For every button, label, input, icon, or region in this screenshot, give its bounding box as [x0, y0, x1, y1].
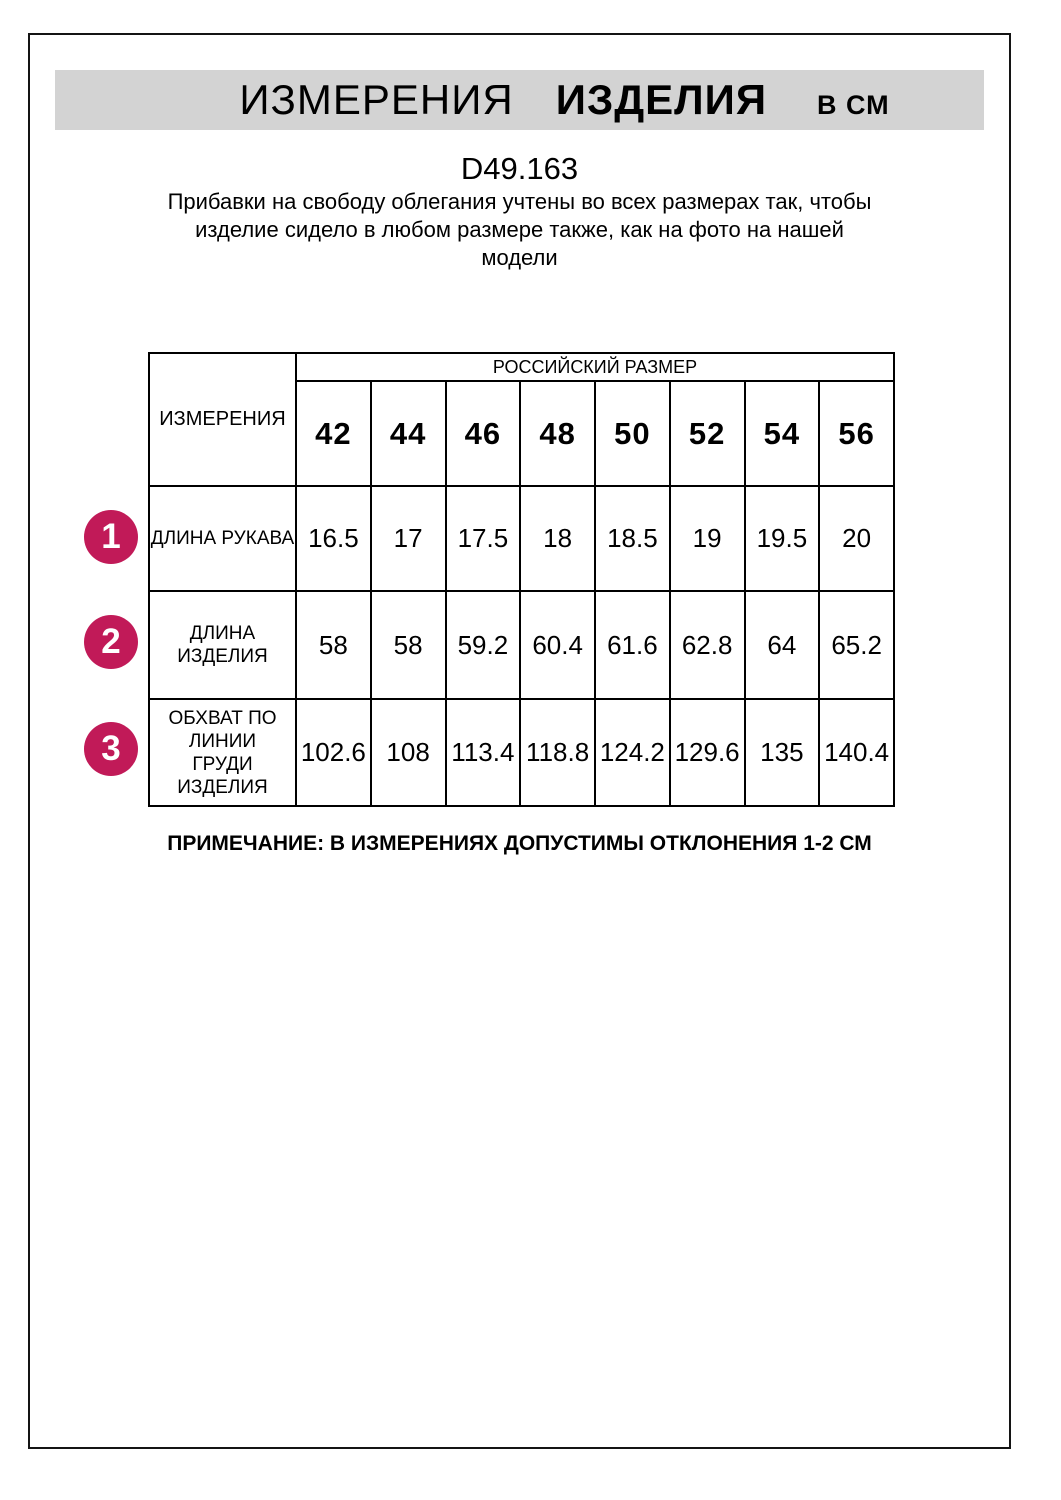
product-code: D49.163 — [460, 151, 579, 186]
row-number-badge-3 — [84, 722, 138, 776]
row-number-badge-2 — [84, 615, 138, 669]
sleeve-length-size-42: 16.5 — [296, 486, 371, 591]
row-label-sleeve-length-text: ДЛИНА РУКАВА — [150, 528, 295, 549]
chest-girth-size-48: 118.8 — [520, 699, 595, 806]
row-label-chest-girth — [149, 699, 296, 806]
table-row-sleeve-length — [149, 486, 894, 591]
sleeve-length-size-50: 18.5 — [595, 486, 670, 591]
chest-girth-size-54: 135 — [745, 699, 820, 806]
russian-size-group-header: РОССИЙСКИЙ РАЗМЕР — [296, 353, 894, 381]
garment-length-size-50: 61.6 — [595, 591, 670, 699]
sleeve-length-size-46: 17.5 — [446, 486, 521, 591]
row-label-chest-girth-text: ОБХВАТ ПО ЛИНИИ ГРУДИ ИЗДЕЛИЯ — [168, 707, 277, 798]
chest-girth-size-50: 124.2 — [595, 699, 670, 806]
garment-length-size-42: 58 — [296, 591, 371, 699]
row-label-sleeve-length — [149, 486, 296, 591]
size-table-group-row — [149, 353, 894, 381]
sleeve-length-size-56: 20 — [819, 486, 894, 591]
row-number-badge-1-digit: 1 — [101, 517, 121, 556]
table-row-chest-girth — [149, 699, 894, 806]
size-col-56: 56 — [819, 381, 894, 486]
row-number-badge-2-digit: 2 — [101, 622, 121, 661]
row-number-badge-1 — [84, 510, 138, 564]
size-col-50: 50 — [595, 381, 670, 486]
garment-length-size-44: 58 — [371, 591, 446, 699]
garment-length-size-54: 64 — [745, 591, 820, 699]
size-col-52: 52 — [670, 381, 745, 486]
row-number-badge-3-digit: 3 — [101, 729, 121, 768]
size-col-46: 46 — [446, 381, 521, 486]
measurements-corner-label: ИЗМЕРЕНИЯ — [149, 353, 296, 486]
chest-girth-size-42: 102.6 — [296, 699, 371, 806]
garment-length-size-52: 62.8 — [670, 591, 745, 699]
size-col-48: 48 — [520, 381, 595, 486]
tolerance-note: ПРИМЕЧАНИЕ: В ИЗМЕРЕНИЯХ ДОПУСТИМЫ ОТКЛОНЕНИЯ 1-2 СМ — [167, 832, 872, 855]
size-col-44: 44 — [371, 381, 446, 486]
sleeve-length-size-52: 19 — [670, 486, 745, 591]
table-row-garment-length — [149, 591, 894, 699]
chest-girth-size-56: 140.4 — [819, 699, 894, 806]
fit-description — [28, 188, 1011, 272]
fit-description-line-2: изделие сидело в любом размере также, как на фото на нашей — [195, 217, 844, 242]
sleeve-length-size-48: 18 — [520, 486, 595, 591]
page-title-word-measurements: ИЗМЕРЕНИЯ — [239, 76, 514, 123]
size-col-42: 42 — [296, 381, 371, 486]
fit-description-line-1: Прибавки на свободу облегания учтены во всех размерах так, чтобы — [167, 189, 872, 214]
page-title-word-product: ИЗДЕЛИЯ — [555, 76, 768, 123]
row-label-garment-length-text: ДЛИНА ИЗДЕЛИЯ — [177, 623, 268, 667]
garment-length-size-48: 60.4 — [520, 591, 595, 699]
chest-girth-size-44: 108 — [371, 699, 446, 806]
size-table — [148, 352, 895, 807]
fit-description-line-3: модели — [481, 245, 558, 270]
garment-length-size-46: 59.2 — [446, 591, 521, 699]
page-title-unit: В СМ — [817, 90, 890, 120]
size-col-54: 54 — [745, 381, 820, 486]
sleeve-length-size-54: 19.5 — [745, 486, 820, 591]
row-label-garment-length — [149, 591, 296, 699]
title-band — [55, 70, 984, 130]
chest-girth-size-52: 129.6 — [670, 699, 745, 806]
sleeve-length-size-44: 17 — [371, 486, 446, 591]
chest-girth-size-46: 113.4 — [446, 699, 521, 806]
garment-length-size-56: 65.2 — [819, 591, 894, 699]
